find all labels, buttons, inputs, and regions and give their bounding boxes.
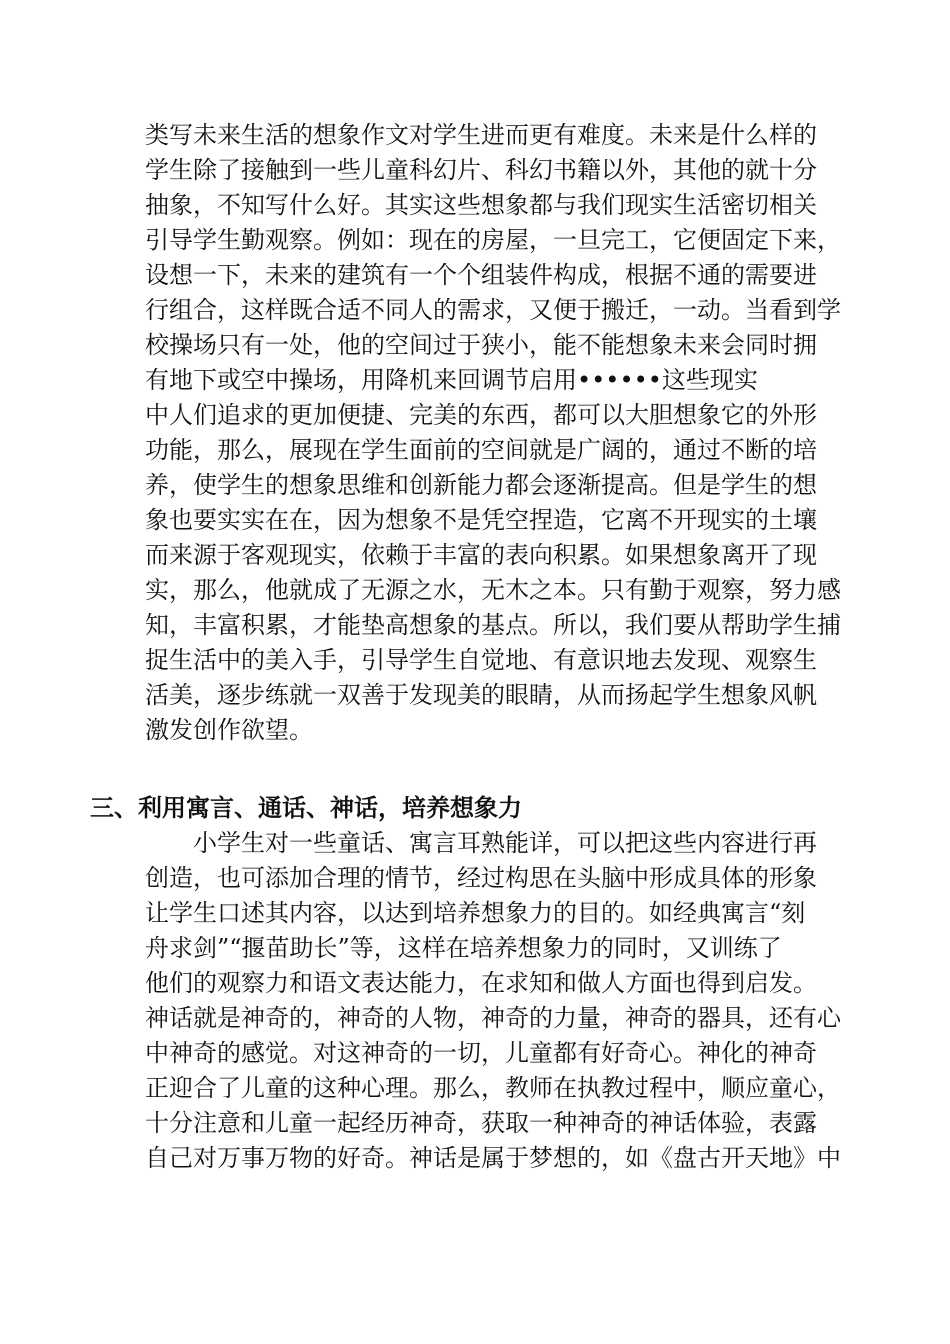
text-line: 捉生活中的美入手，引导学生自觉地、有意识地去发现、观察生 <box>145 646 817 674</box>
text-line: 象也要实实在在，因为想象不是凭空捏造，它离不开现实的土壤 <box>145 506 817 534</box>
text-line: 舟求剑”“揠苗助长”等，这样在培养想象力的同时，又训练了 <box>145 934 782 962</box>
text-line: 自己对万事万物的好奇。神话是属于梦想的，如《盘古开天地》中 <box>145 1144 841 1172</box>
text-line: 中人们追求的更加便捷、完美的东西，都可以大胆想象它的外形 <box>145 401 817 429</box>
text-line: 养，使学生的想象思维和创新能力都会逐渐提高。但是学生的想 <box>145 471 817 499</box>
text-line: 实，那么，他就成了无源之水，无木之本。只有勤于观察，努力感 <box>145 576 841 604</box>
section-heading: 三、利用寓言、通话、神话，培养想象力 <box>90 794 522 822</box>
text-line: 知，丰富积累，才能垫高想象的基点。所以，我们要从帮助学生捕 <box>145 611 841 639</box>
text-line: 抽象，不知写什么好。其实这些想象都与我们现实生活密切相关 <box>145 191 817 219</box>
text-line: 类写未来生活的想象作文对学生进而更有难度。未来是什么样的 <box>145 121 817 149</box>
text-line: 十分注意和儿童一起经历神奇，获取一种神奇的神话体验，表露 <box>145 1109 817 1137</box>
text-line: 正迎合了儿童的这种心理。那么，教师在执教过程中，顺应童心， <box>145 1074 841 1102</box>
text-line: 他们的观察力和语文表达能力，在求知和做人方面也得到启发。 <box>145 969 817 997</box>
text-line: 校操场只有一处，他的空间过于狭小，能不能想象未来会同时拥 <box>145 331 817 359</box>
text-line: 引导学生勤观察。例如：现在的房屋，一旦完工，它便固定下来， <box>145 226 841 254</box>
text-line: 有地下或空中操场，用降机来回调节启用••••••这些现实 <box>145 366 758 394</box>
text-line: 创造，也可添加合理的情节，经过构思在头脑中形成具体的形象 <box>145 864 817 892</box>
text-line: 设想一下，未来的建筑有一个个组装件构成，根据不通的需要进 <box>145 261 817 289</box>
text-line: 功能，那么，展现在学生面前的空间就是广阔的，通过不断的培 <box>145 436 817 464</box>
section-body <box>145 826 841 1176</box>
text-line: 学生除了接触到一些儿童科幻片、科幻书籍以外，其他的就十分 <box>145 156 817 184</box>
paragraph-continued <box>145 118 841 748</box>
text-line: 活美，逐步练就一双善于发现美的眼睛，从而扬起学生想象风帆 <box>145 681 817 709</box>
text-line: 小学生对一些童话、寓言耳熟能详，可以把这些内容进行再 <box>193 829 817 857</box>
text-line: 行组合，这样既合适不同人的需求，又便于搬迁，一动。当看到学 <box>145 296 841 324</box>
text-line: 中神奇的感觉。对这神奇的一切，儿童都有好奇心。神化的神奇 <box>145 1039 817 1067</box>
text-line: 激发创作欲望。 <box>145 716 313 744</box>
text-line: 让学生口述其内容，以达到培养想象力的目的。如经典寓言“刻 <box>145 899 806 927</box>
text-line: 神话就是神奇的，神奇的人物，神奇的力量，神奇的器具，还有心 <box>145 1004 841 1032</box>
text-line: 而来源于客观现实，依赖于丰富的表向积累。如果想象离开了现 <box>145 541 817 569</box>
